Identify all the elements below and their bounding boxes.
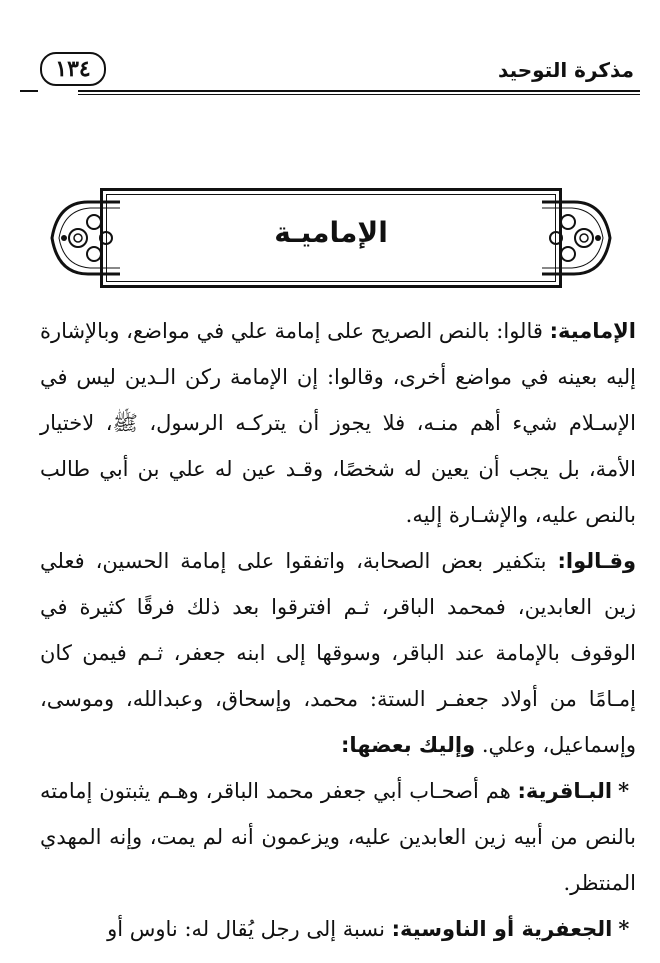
paragraph-jafariyya bbox=[40, 906, 636, 952]
keyword-baqiriyya: البـاقرية: bbox=[517, 779, 613, 803]
paragraph-imamiyya-text: قالوا: بالنص الصريح على إمامة علي في مواضع، وبالإشارة إليه بعينه في مواضع أخرى، وقالوا: إن الإمامة ركن الـدين ليس في الإسـلام شيء أهم منـه، فلا يجوز أن يتركـه الرسول، ﷺ، لاختيار الأمة، بل يجب أن يعين له شخصًا، وقـد عين له علي بن أبي طالب بالنص عليه، والإشـارة إليه. bbox=[40, 319, 637, 527]
paragraph-baqiriyya bbox=[40, 768, 636, 906]
paragraph-jafariyya-text: نسبة إلى رجل يُقال له: ناوس أو bbox=[107, 917, 392, 941]
keyword-imamiyya: الإمامية: bbox=[549, 319, 636, 343]
keyword-qalu: وقـالوا: bbox=[557, 549, 636, 573]
keyword-ilayka: وإليك بعضها: bbox=[341, 733, 476, 757]
star-bullet: * bbox=[618, 778, 630, 803]
paragraph-imamiyya bbox=[40, 308, 636, 538]
paragraph-baqiriyya-text: هم أصحـاب أبي جعفر محمد الباقر، وهـم يثبتون إمامته بالنص من أبيه زين العابدين عليه، ويزعمون أنه لم يمت، وإنه المهدي المنتظر. bbox=[40, 779, 636, 895]
header-rule bbox=[78, 90, 640, 92]
book-title: مذكرة التوحيد bbox=[498, 58, 634, 82]
body-text bbox=[40, 308, 636, 952]
header-rule-thin bbox=[78, 94, 640, 95]
page-number: ١٣٤ bbox=[40, 52, 106, 86]
keyword-jafariyya: الجعفرية أو الناوسية: bbox=[391, 917, 613, 941]
page-header bbox=[20, 52, 640, 112]
paragraph-qalu bbox=[40, 538, 636, 768]
header-rule-left bbox=[20, 90, 38, 92]
chapter-heading-frame bbox=[48, 188, 614, 288]
chapter-title: الإماميـة bbox=[274, 216, 388, 249]
paragraph-qalu-text: بتكفير بعض الصحابة، واتفقوا على إمامة الحسين، فعلي زين العابدين، فمحمد الباقر، ثـم افترقوا بعد ذلك فرقًا كثيرة في الوقوف بالإمامة عند الباقر، وسوقها إلى ابنه جعفر، ثـم فيمن كان إمـامًا من أولاد جعفـر الستة: محمد، وإسحاق، وعبدالله، وموسى، وإسماعيل، وعلي. bbox=[40, 549, 636, 757]
ornament-right-icon bbox=[542, 196, 614, 280]
star-bullet: * bbox=[618, 916, 630, 941]
